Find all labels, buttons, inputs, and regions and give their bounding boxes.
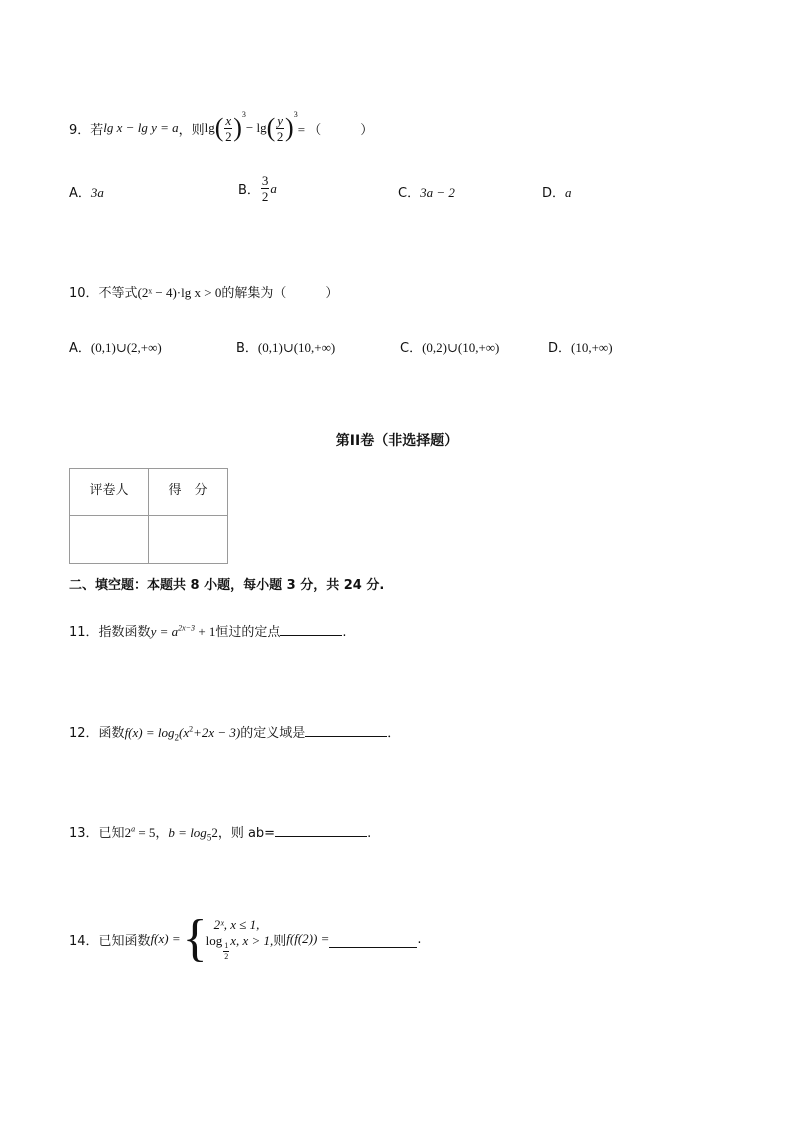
answer-blank[interactable] [305, 724, 387, 737]
fraction-numerator: y [277, 112, 284, 128]
log-base-fraction [223, 942, 229, 961]
option-a [69, 182, 104, 201]
question-text: 恒过的定点 [215, 625, 281, 640]
math-lg: lg [204, 120, 215, 135]
option-label: C． [398, 186, 421, 201]
period: ． [387, 726, 401, 741]
option-value: a [270, 180, 277, 196]
question-11 [69, 621, 347, 640]
question-text: 已知函数 [98, 933, 151, 949]
option-label: B． [238, 183, 260, 198]
math-subscript: 5 [206, 832, 212, 843]
math-expr: +2x − 3) [193, 725, 241, 740]
math-superscript: 2 [189, 724, 194, 734]
case-1: 2ˣ, x ≤ 1, [213, 916, 260, 932]
math-exponent: a [131, 824, 136, 834]
case-2 [206, 933, 274, 961]
math-expr: f(f(2)) = [286, 931, 330, 946]
fraction-y-over-2 [276, 114, 284, 143]
option-value: (0,1)∪(10,+∞) [257, 340, 336, 355]
math-exponent: 2x−3 [178, 623, 196, 633]
question-text: ，则 [178, 122, 205, 138]
question-10 [69, 282, 338, 301]
question-number: 12． [69, 726, 99, 741]
fraction-x-over-2 [224, 114, 232, 143]
left-brace: { [182, 910, 208, 967]
option-value: 3a [90, 185, 104, 200]
answer-blank[interactable] [275, 824, 367, 837]
score-cell[interactable] [149, 516, 228, 564]
part-title: 第II卷（非选择题） [335, 433, 459, 449]
answer-blank[interactable] [280, 623, 342, 636]
option-value: (0,1)∪(2,+∞) [90, 340, 162, 355]
option-c [398, 182, 455, 201]
option-b [236, 337, 335, 356]
grader-header: 评卷人 [70, 469, 149, 516]
math-subscript: 2 [174, 732, 179, 743]
option-value: 3a − 2 [420, 185, 455, 200]
question-text: 的解集为（ ） [221, 286, 339, 301]
answer-blank[interactable] [329, 935, 417, 948]
option-label: D． [548, 341, 572, 356]
question-text: 已知 [98, 826, 125, 841]
question-text: ，则 ab= [217, 826, 276, 841]
option-value: (0,2)∪(10,+∞) [422, 340, 500, 355]
question-number: 9． [69, 122, 91, 138]
question-number: 11． [69, 625, 99, 640]
option-d [542, 182, 572, 201]
question-number: 13． [69, 826, 99, 841]
question-number: 10． [69, 286, 99, 301]
math-tail: 2 [211, 825, 218, 840]
math-expr: b = log [168, 825, 207, 840]
period: . [417, 931, 422, 947]
question-text: 函数 [98, 726, 125, 741]
left-paren: ( [214, 113, 224, 142]
question-text: 则 [273, 933, 287, 949]
question-text: 的定义域是 [240, 726, 306, 741]
piecewise-cases [206, 917, 274, 962]
score-table [69, 468, 228, 564]
math-condition: lg x − lg y = a [103, 120, 179, 135]
fraction-denominator: 2 [261, 189, 269, 204]
score-header: 得 分 [149, 469, 228, 516]
question-9 [69, 110, 373, 146]
option-label: A． [69, 186, 91, 201]
exponent: 3 [241, 110, 246, 119]
option-value: a [565, 185, 572, 200]
option-label: D． [542, 186, 566, 201]
fraction-denominator: 2 [225, 128, 232, 144]
math-minus-lg: − lg [245, 120, 267, 135]
option-label: A． [69, 341, 91, 356]
math-base: y = a [150, 624, 179, 639]
math-tail: = 5 [135, 825, 156, 840]
case-2-condition: x, x > 1, [230, 933, 274, 949]
fraction-3-over-2 [261, 174, 270, 203]
comma: ， [155, 826, 169, 841]
question-number: 14． [69, 933, 99, 949]
answer-bracket: = （ ） [297, 121, 374, 137]
right-paren: ) [285, 113, 294, 142]
option-d [548, 337, 613, 356]
section-heading: 二、填空题：本题共 8 小题，每小题 3 分，共 24 分. [69, 578, 385, 593]
exponent: 3 [293, 110, 298, 119]
question-13 [69, 822, 371, 843]
left-paren: ( [266, 113, 276, 142]
option-label: B． [236, 341, 258, 356]
math-expr: f(x) = log [124, 725, 175, 740]
option-b [238, 174, 277, 203]
math-tail: + 1 [195, 624, 216, 639]
log-text: log [205, 933, 223, 949]
math-base: 2 [124, 825, 132, 840]
period: . [342, 625, 347, 640]
math-expr: (x [179, 725, 190, 740]
question-text: 不等式 [98, 286, 138, 301]
fraction-denominator: 2 [224, 952, 229, 962]
fraction-denominator: 2 [276, 128, 284, 144]
question-14 [69, 911, 422, 967]
fraction-numerator: 3 [261, 173, 269, 188]
option-value: (10,+∞) [571, 340, 613, 355]
option-a [69, 337, 162, 356]
question-text: 若 [90, 122, 104, 138]
math-inequality: (2ˣ − 4)·lg x > 0 [137, 285, 222, 300]
question-12 [69, 722, 400, 743]
option-c [400, 337, 499, 356]
grader-cell[interactable] [70, 516, 149, 564]
right-paren: ) [233, 113, 242, 142]
fraction-numerator: 1 [224, 941, 229, 951]
math-expr: f(x) = [150, 931, 181, 946]
option-label: C． [400, 341, 423, 356]
period: . [367, 826, 372, 841]
question-text: 指数函数 [98, 625, 151, 640]
fraction-numerator: x [225, 112, 232, 128]
